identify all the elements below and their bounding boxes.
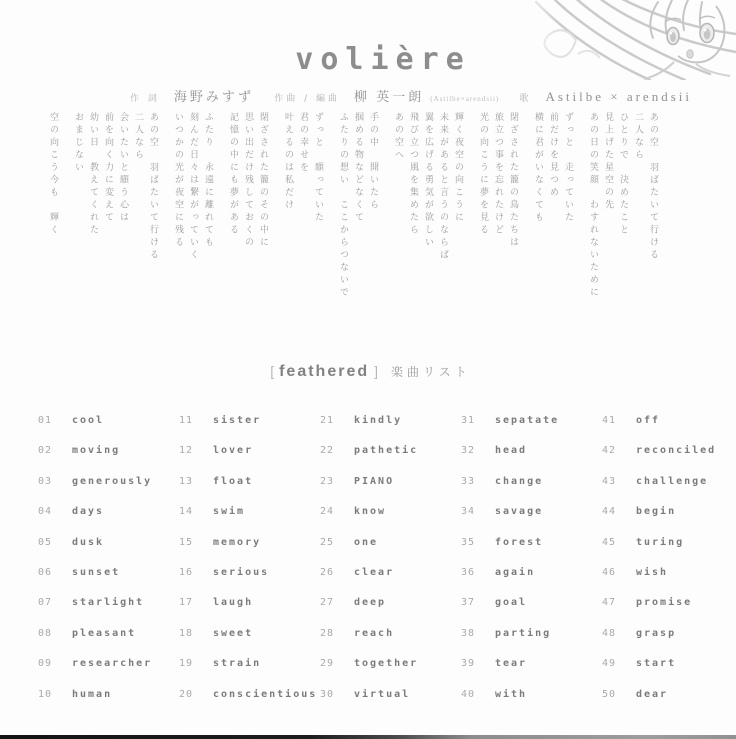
track-number: 04 — [38, 506, 53, 518]
track-row — [602, 476, 736, 506]
track-number: 38 — [461, 627, 476, 639]
track-row — [179, 658, 320, 688]
lyric-line: 前を向く力に変えて — [103, 112, 113, 225]
track-row — [602, 415, 736, 445]
track-title: deep — [354, 597, 387, 609]
track-title: parting — [495, 627, 552, 639]
lyrics-stanza — [45, 112, 60, 332]
track-number: 32 — [461, 445, 476, 457]
track-row — [602, 658, 736, 688]
track-number: 12 — [179, 445, 194, 457]
track-title: starlight — [72, 597, 145, 609]
track-number: 13 — [179, 475, 194, 487]
track-number: 15 — [179, 536, 194, 548]
track-row — [38, 476, 179, 506]
track-row — [179, 628, 320, 658]
lyrics-stanza — [170, 112, 215, 332]
lyric-line: 飛び立つ風を集めたら — [408, 112, 418, 237]
track-number: 31 — [461, 415, 476, 426]
lyric-line: 閉ざされた籠の鳥たちは — [508, 112, 518, 250]
track-title: virtual — [354, 688, 411, 700]
lyric-line: 見上げた星空の先 — [603, 112, 613, 212]
track-number: 20 — [179, 688, 194, 700]
credit-vocal-name: Astilbe × arendsii — [545, 89, 692, 104]
track-title: wish — [636, 566, 669, 578]
lyric-line: 幼い日 教えてくれた — [88, 112, 98, 237]
track-title: begin — [636, 506, 677, 518]
track-title: conscientious — [213, 688, 318, 700]
track-row — [461, 628, 602, 658]
track-row — [461, 445, 602, 475]
lyric-line: ひとりで 決めたこと — [618, 112, 628, 237]
track-number: 24 — [320, 506, 335, 518]
track-number: 30 — [320, 688, 335, 700]
track-row — [179, 445, 320, 475]
track-number: 26 — [320, 566, 335, 578]
tracklist-column — [320, 415, 461, 719]
track-title: clear — [354, 566, 395, 578]
credit-composer-note: (Astilbe×arendsii) — [430, 95, 500, 103]
lyric-line: 会いたいと願う心は — [118, 112, 128, 225]
lyric-line: いつかの光が夜空に残る — [173, 112, 183, 250]
lyric-line: 横に君がいなくても — [533, 112, 543, 225]
track-title: dusk — [72, 536, 105, 548]
lyric-line: ずっと 走っていた — [563, 112, 573, 225]
track-title: lover — [213, 445, 254, 457]
track-title: forest — [495, 536, 544, 548]
credit-composer — [274, 86, 499, 105]
track-number: 45 — [602, 536, 617, 548]
track-number: 35 — [461, 536, 476, 548]
track-title: reach — [354, 627, 395, 639]
track-number: 40 — [461, 688, 476, 700]
track-title: pathetic — [354, 445, 419, 457]
track-number: 48 — [602, 627, 617, 639]
track-title: head — [495, 445, 528, 457]
lyric-line: 二人なら — [633, 112, 643, 162]
track-number: 14 — [179, 506, 194, 518]
credit-vocal — [519, 89, 692, 105]
track-row — [602, 537, 736, 567]
track-title: start — [636, 658, 677, 670]
track-number: 34 — [461, 506, 476, 518]
track-title: serious — [213, 566, 270, 578]
track-row — [320, 689, 461, 719]
tracklist-column — [461, 415, 602, 719]
lyric-line: 刻んだ日々は繋がっていく — [188, 112, 198, 262]
track-title: strain — [213, 658, 262, 670]
lyrics-stanza — [225, 112, 270, 332]
track-title: challenge — [636, 475, 709, 487]
track-row — [602, 567, 736, 597]
lyric-line: おまじない — [73, 112, 83, 175]
track-row — [461, 658, 602, 688]
lyric-line: あの空 羽ばたいて行ける — [648, 112, 658, 262]
track-title: together — [354, 658, 419, 670]
lyric-line: あの空 羽ばたいて行ける — [148, 112, 158, 262]
track-number: 23 — [320, 475, 335, 487]
credit-vocal-label: 歌 — [519, 94, 532, 104]
credit-lyricist — [130, 86, 254, 105]
track-number: 01 — [38, 415, 53, 426]
track-row — [179, 506, 320, 536]
track-title: human — [72, 688, 113, 700]
bracket-open: [ — [270, 363, 275, 379]
lyric-line: 叶えるのは私だけ — [283, 112, 293, 212]
track-number: 28 — [320, 627, 335, 639]
track-number: 50 — [602, 688, 617, 700]
track-row — [38, 689, 179, 719]
track-number: 02 — [38, 445, 53, 457]
track-row — [320, 628, 461, 658]
track-number: 36 — [461, 566, 476, 578]
lyric-line: あの空へ — [393, 112, 403, 162]
track-number: 19 — [179, 658, 194, 670]
lyrics-stanza — [390, 112, 465, 332]
track-number: 43 — [602, 475, 617, 487]
track-title: float — [213, 475, 254, 487]
lyric-line: 前だけを見つめ — [548, 112, 558, 200]
track-row — [320, 537, 461, 567]
track-row — [461, 537, 602, 567]
track-title: researcher — [72, 658, 153, 670]
track-title: laugh — [213, 597, 254, 609]
track-row — [461, 506, 602, 536]
track-title: goal — [495, 597, 528, 609]
track-number: 18 — [179, 627, 194, 639]
track-title: sweet — [213, 627, 254, 639]
credit-composer-name: 柳 英一朗 — [353, 89, 425, 104]
track-number: 42 — [602, 445, 617, 457]
track-title: with — [495, 688, 528, 700]
track-number: 22 — [320, 445, 335, 457]
track-row — [461, 567, 602, 597]
track-title: change — [495, 475, 544, 487]
track-title: one — [354, 536, 379, 548]
track-title: turing — [636, 536, 685, 548]
track-number: 46 — [602, 566, 617, 578]
lyric-line: 旅立つ事を忘れたけど — [493, 112, 503, 237]
track-title: days — [72, 506, 105, 518]
track-row — [38, 567, 179, 597]
track-row — [320, 567, 461, 597]
track-row — [38, 445, 179, 475]
track-row — [602, 506, 736, 536]
track-title: moving — [72, 445, 121, 457]
track-number: 09 — [38, 658, 53, 670]
tracklist-heading — [0, 363, 736, 381]
lyric-line: ずっと 願っていた — [313, 112, 323, 225]
track-number: 03 — [38, 475, 53, 487]
track-row — [602, 628, 736, 658]
lyrics-block — [45, 112, 660, 332]
track-number: 17 — [179, 597, 194, 609]
track-row — [179, 567, 320, 597]
track-title: PIANO — [354, 475, 395, 487]
track-number: 10 — [38, 688, 53, 700]
track-number: 25 — [320, 536, 335, 548]
track-row — [179, 689, 320, 719]
track-row — [320, 506, 461, 536]
track-row — [461, 476, 602, 506]
track-title: reconciled — [636, 445, 717, 457]
lyric-line: 空の向こう今も 輝く — [48, 112, 58, 237]
track-row — [38, 597, 179, 627]
bracket-close: ] — [374, 363, 379, 379]
lyrics-stanza — [335, 112, 380, 332]
track-number: 49 — [602, 658, 617, 670]
credits — [130, 86, 692, 105]
track-row — [461, 689, 602, 719]
track-row — [38, 658, 179, 688]
track-row — [602, 597, 736, 627]
track-row — [179, 597, 320, 627]
track-number: 33 — [461, 475, 476, 487]
track-number: 29 — [320, 658, 335, 670]
lyric-line: 輝く夜空の向こうに — [453, 112, 463, 225]
track-row — [179, 415, 320, 445]
lyrics-stanza — [530, 112, 575, 332]
track-number: 47 — [602, 597, 617, 609]
credit-composer-label: 作曲 / 編曲 — [274, 94, 340, 104]
lyric-line: 未来があると言うのならば — [438, 112, 448, 262]
track-number: 41 — [602, 415, 617, 426]
track-title: generously — [72, 475, 153, 487]
track-title: sister — [213, 415, 262, 426]
lyric-line: 二人なら — [133, 112, 143, 162]
lyrics-stanza — [70, 112, 160, 332]
track-row — [461, 597, 602, 627]
album-title: feathered — [279, 363, 370, 380]
track-row — [179, 537, 320, 567]
tracklist-column — [38, 415, 179, 719]
lyric-line: ふたりの想い ここからつないで — [338, 112, 348, 300]
track-title: tear — [495, 658, 528, 670]
page-title: volière — [295, 42, 471, 77]
track-title: sunset — [72, 566, 121, 578]
lyric-line: 手の中 開いたら — [368, 112, 378, 212]
track-row — [320, 445, 461, 475]
lyric-line: 君の幸せを — [298, 112, 308, 175]
tracklist — [38, 415, 736, 719]
track-number: 05 — [38, 536, 53, 548]
track-number: 16 — [179, 566, 194, 578]
track-number: 06 — [38, 566, 53, 578]
lyric-line: 掴める物などなくて — [353, 112, 363, 225]
lyric-line: 光の向こうに夢を見る — [478, 112, 488, 237]
credit-lyricist-label: 作 詞 — [130, 94, 160, 104]
track-number: 08 — [38, 627, 53, 639]
track-row — [320, 476, 461, 506]
track-number: 11 — [179, 415, 194, 426]
tracklist-column — [179, 415, 320, 719]
tracklist-column — [602, 415, 736, 719]
track-title: savage — [495, 506, 544, 518]
track-row — [38, 628, 179, 658]
track-row — [602, 689, 736, 719]
lyric-line: あの日の笑顔 わすれないために — [588, 112, 598, 300]
track-row — [38, 415, 179, 445]
track-row — [38, 506, 179, 536]
track-title: cool — [72, 415, 105, 426]
track-title: again — [495, 566, 536, 578]
lyric-line: 翼を広げる勇気が欲しい — [423, 112, 433, 250]
track-title: grasp — [636, 627, 677, 639]
track-row — [179, 476, 320, 506]
track-row — [602, 445, 736, 475]
track-row — [320, 658, 461, 688]
lyric-line: 思い出だけ残しておくの — [243, 112, 253, 250]
track-number: 07 — [38, 597, 53, 609]
lyric-line: ふたり 永遠に離れても — [203, 112, 213, 250]
lyric-line: 記憶の中にも夢がある — [228, 112, 238, 237]
lyrics-stanza — [475, 112, 520, 332]
credit-lyricist-name: 海野みすず — [173, 89, 255, 104]
lyrics-stanza — [280, 112, 325, 332]
track-title: promise — [636, 597, 693, 609]
track-row — [38, 537, 179, 567]
track-title: pleasant — [72, 627, 137, 639]
tracklist-heading-suffix: 楽曲リスト — [391, 365, 471, 379]
track-title: kindly — [354, 415, 403, 426]
track-number: 39 — [461, 658, 476, 670]
lyric-line: 閉ざされた籠のその中に — [258, 112, 268, 250]
track-number: 44 — [602, 506, 617, 518]
track-title: memory — [213, 536, 262, 548]
track-row — [320, 415, 461, 445]
track-number: 27 — [320, 597, 335, 609]
track-row — [320, 597, 461, 627]
track-title: sepatate — [495, 415, 560, 426]
track-number: 21 — [320, 415, 335, 426]
scan-edge-bar — [0, 735, 736, 739]
track-title: know — [354, 506, 387, 518]
track-title: off — [636, 415, 661, 426]
track-row — [461, 415, 602, 445]
track-title: dear — [636, 688, 669, 700]
track-number: 37 — [461, 597, 476, 609]
lyrics-stanza — [585, 112, 660, 332]
track-title: swim — [213, 506, 246, 518]
